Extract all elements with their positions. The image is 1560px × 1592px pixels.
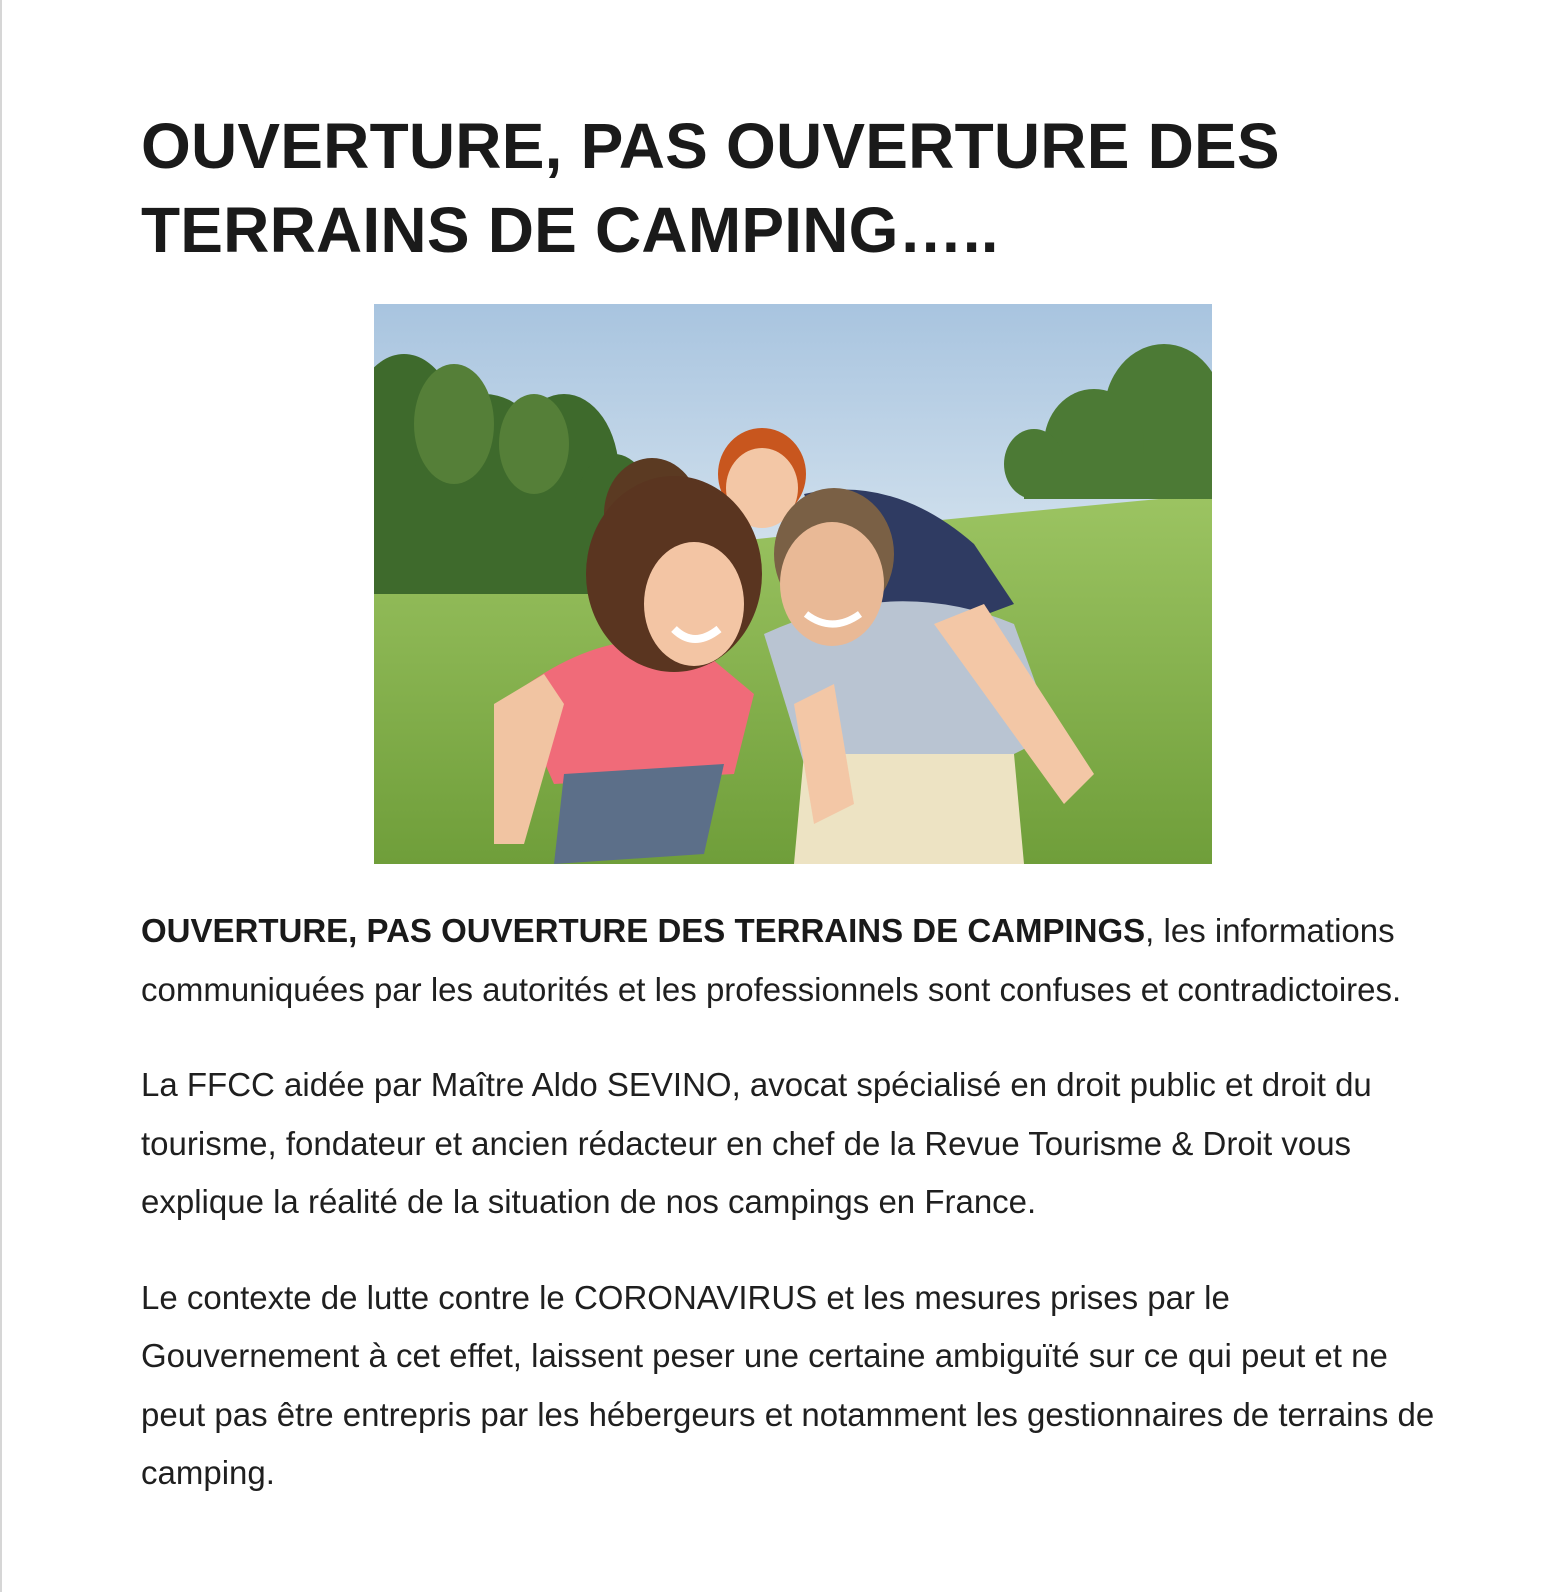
family-photo-icon [374,304,1212,864]
article-title: OUVERTURE, PAS OUVERTURE DES TERRAINS DE CAMPING….. [141,110,1280,266]
paragraph-1-text: , les informations communiquées par les autorités et les professionnels sont confuses et contradictoires. [141,912,1402,1008]
paragraph-2: La FFCC aidée par Maître Aldo SEVINO, avocat spécialisé en droit public et droit du tourisme, fondateur et ancien rédacteur en chef de la Revue Tourisme & Droit vous explique la réalité de la situation de nos campings en France. [141,1066,1372,1220]
paragraph-1-lead: OUVERTURE, PAS OUVERTURE DES TERRAINS DE CAMPINGS [141,912,1146,949]
page-left-border [0,0,2,1592]
article-image [374,304,1212,864]
article [141,104,1441,1491]
paragraph-1 [141,902,1441,1019]
paragraph-3: Le contexte de lutte contre le CORONAVIRUS et les mesures prises par le Gouvernement à cet effet, laissent peser une certaine ambiguïté sur ce qui peut et ne peut pas être entrepris par les hébergeurs et notamment les gestionnaires de terrains de camping. [141,1278,1435,1491]
article-body [141,902,1441,1540]
